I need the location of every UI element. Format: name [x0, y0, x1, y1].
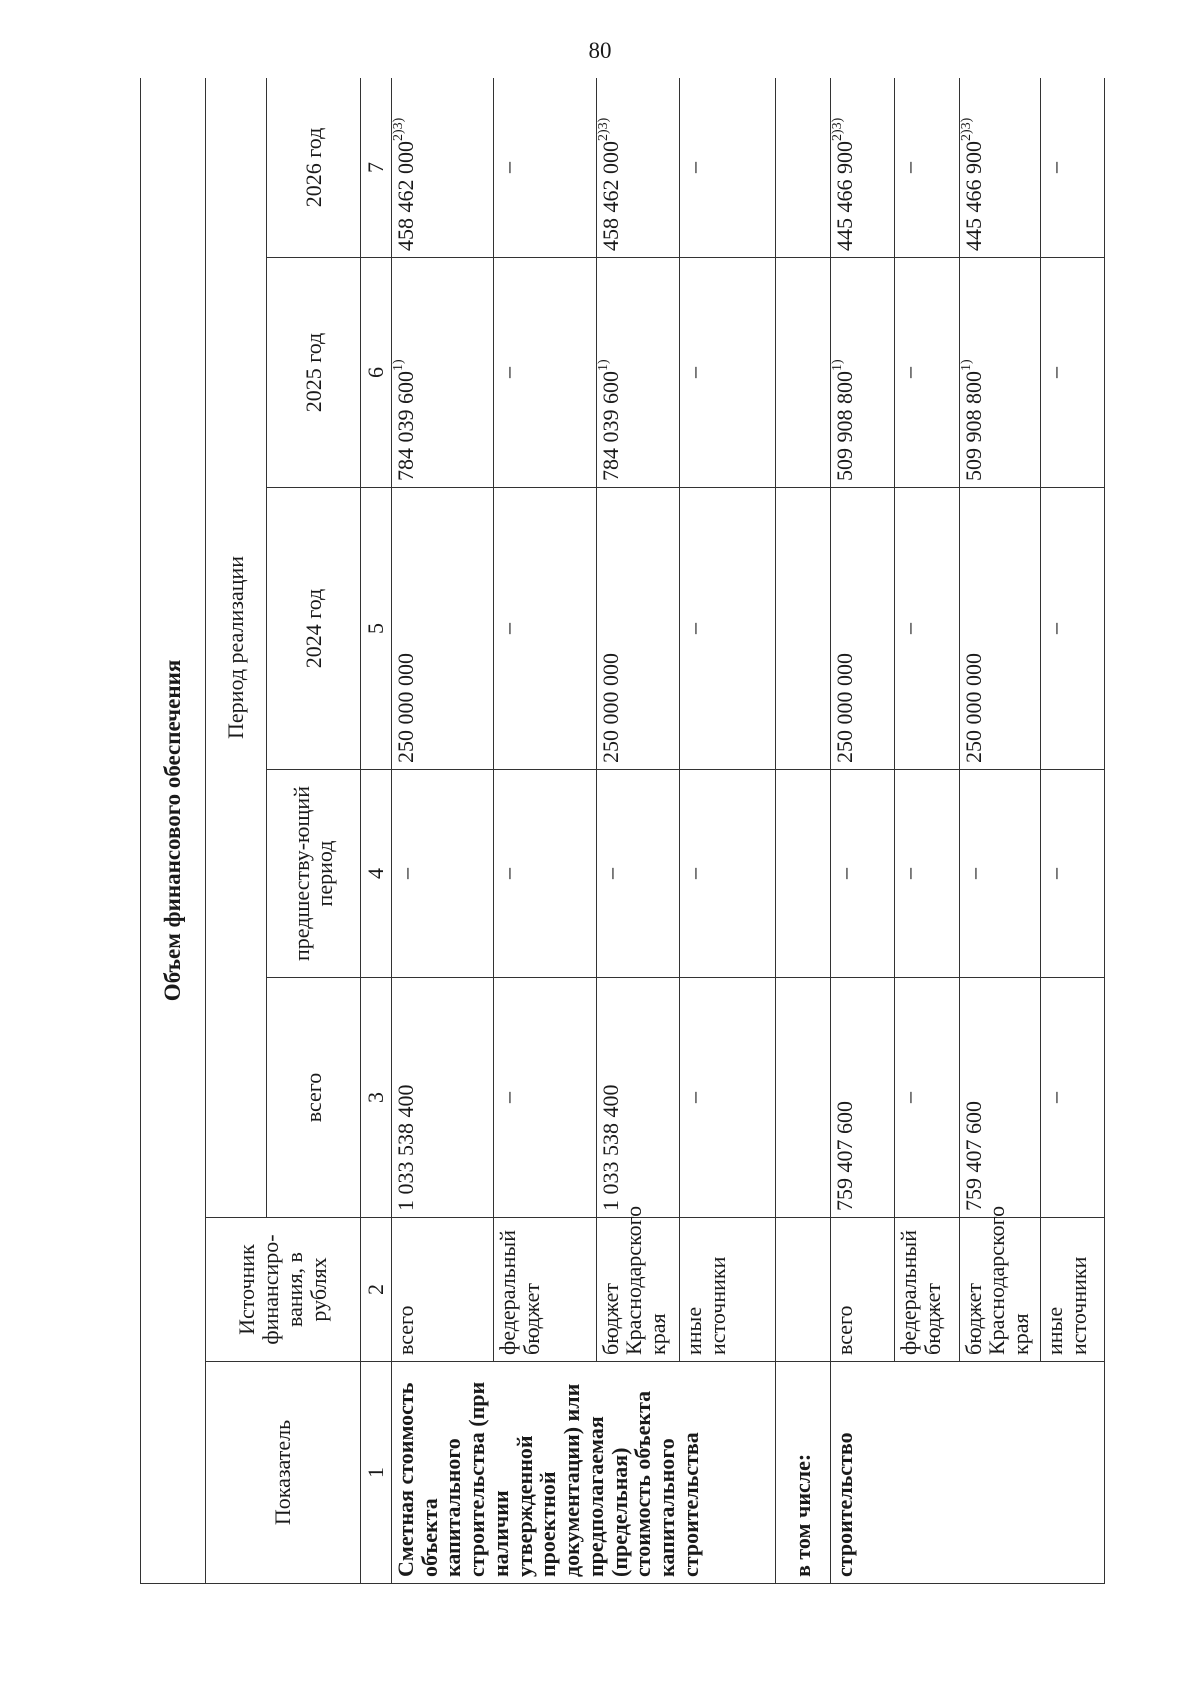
source-cell: всего — [831, 1218, 895, 1362]
y2024-cell: 250 000 000 — [831, 488, 895, 770]
footnote-ref: 1) — [958, 359, 974, 371]
prev-cell: – — [494, 770, 596, 978]
rotated-table-area — [140, 78, 1105, 1584]
y2025-cell — [596, 258, 679, 488]
header-2026: 2026 год — [266, 78, 360, 258]
prev-cell: – — [596, 770, 679, 978]
source-cell: бюджет Краснодарского края — [596, 1218, 679, 1362]
table-row — [679, 78, 775, 1584]
header-2025: 2025 год — [266, 258, 360, 488]
value: 509 908 800 — [832, 371, 858, 481]
y2025-cell: – — [1040, 258, 1104, 488]
page-number: 80 — [588, 38, 612, 63]
header-prev-period: предшеству-ющий период — [266, 770, 360, 978]
empty-cell — [775, 78, 830, 258]
source-cell: иные источники — [679, 1218, 775, 1362]
financing-table — [140, 78, 1105, 1584]
header-2024: 2024 год — [266, 488, 360, 770]
y2025-cell — [831, 258, 895, 488]
col-number: 1 — [360, 1362, 391, 1584]
col-number: 3 — [360, 978, 391, 1218]
y2024-cell: – — [895, 488, 959, 770]
empty-cell — [775, 978, 830, 1218]
source-cell: федеральный бюджет — [494, 1218, 596, 1362]
indicator-construction: строительство — [831, 1362, 1105, 1584]
header-total: всего — [266, 978, 360, 1218]
y2025-cell — [391, 258, 493, 488]
table-row — [391, 78, 493, 1584]
rotated-table-container — [140, 78, 1105, 1584]
y2025-cell: – — [679, 258, 775, 488]
footnote-ref: 1) — [830, 359, 846, 371]
y2025-cell: – — [494, 258, 596, 488]
source-cell: федеральный бюджет — [895, 1218, 959, 1362]
header-period: Период реализации — [206, 78, 267, 1218]
y2024-cell: – — [1040, 488, 1104, 770]
y2024-cell: 250 000 000 — [596, 488, 679, 770]
prev-cell: – — [391, 770, 493, 978]
table-row — [775, 78, 830, 1584]
y2024-cell: 250 000 000 — [391, 488, 493, 770]
prev-cell: – — [831, 770, 895, 978]
y2026-cell — [831, 78, 895, 258]
y2026-cell: – — [895, 78, 959, 258]
y2024-cell: 250 000 000 — [959, 488, 1040, 770]
empty-cell — [775, 488, 830, 770]
y2025-cell — [959, 258, 1040, 488]
total-cell: 1 033 538 400 — [596, 978, 679, 1218]
empty-cell — [775, 1218, 830, 1362]
table-row — [596, 78, 679, 1584]
indicator-estimated-cost: Сметная стоимость объекта капитального строительства (при наличии утвержденной проектной документации) или предполагаемая (предельная) стоимость объекта капитального строительства — [391, 1362, 775, 1584]
total-cell: – — [1040, 978, 1104, 1218]
total-cell: 759 407 600 — [831, 978, 895, 1218]
empty-cell — [775, 258, 830, 488]
total-cell: – — [494, 978, 596, 1218]
total-cell: – — [895, 978, 959, 1218]
y2026-cell: – — [679, 78, 775, 258]
y2024-cell: – — [494, 488, 596, 770]
source-cell: бюджет Краснодарского края — [959, 1218, 1040, 1362]
y2026-cell — [391, 78, 493, 258]
value: 445 466 900 — [832, 141, 858, 251]
y2026-cell: – — [1040, 78, 1104, 258]
y2026-cell — [596, 78, 679, 258]
value: 445 466 900 — [960, 141, 986, 251]
y2026-cell: – — [494, 78, 596, 258]
prev-cell: – — [959, 770, 1040, 978]
col-number: 6 — [360, 258, 391, 488]
header-source: Источник финансиро-вания, в рублях — [206, 1218, 361, 1362]
prev-cell: – — [1040, 770, 1104, 978]
prev-cell: – — [895, 770, 959, 978]
value: 458 462 000 — [392, 141, 418, 251]
footnote-ref: 2)3) — [830, 117, 846, 141]
table-row — [895, 78, 959, 1584]
table-title: Объем финансового обеспечения — [141, 78, 206, 1584]
source-cell: всего — [391, 1218, 493, 1362]
total-cell: 1 033 538 400 — [391, 978, 493, 1218]
footnote-ref: 2)3) — [390, 117, 406, 141]
value: 509 908 800 — [960, 371, 986, 481]
total-cell: – — [679, 978, 775, 1218]
footnote-ref: 1) — [390, 359, 406, 371]
value: 784 039 600 — [392, 371, 418, 481]
value: 458 462 000 — [597, 141, 623, 251]
table-row — [494, 78, 596, 1584]
col-number: 2 — [360, 1218, 391, 1362]
table-row — [959, 78, 1040, 1584]
col-number: 7 — [360, 78, 391, 258]
empty-cell — [775, 770, 830, 978]
table-row — [831, 78, 895, 1584]
y2024-cell: – — [679, 488, 775, 770]
footnote-ref: 1) — [595, 359, 611, 371]
prev-cell: – — [679, 770, 775, 978]
header-indicator: Показатель — [206, 1362, 361, 1584]
total-cell: 759 407 600 — [959, 978, 1040, 1218]
footnote-ref: 2)3) — [958, 117, 974, 141]
footnote-ref: 2)3) — [595, 117, 611, 141]
including-label: в том числе: — [775, 1362, 830, 1584]
source-cell: иные источники — [1040, 1218, 1104, 1362]
y2026-cell — [959, 78, 1040, 258]
value: 784 039 600 — [597, 371, 623, 481]
col-number: 4 — [360, 770, 391, 978]
table-row — [1040, 78, 1104, 1584]
col-number: 5 — [360, 488, 391, 770]
y2025-cell: – — [895, 258, 959, 488]
